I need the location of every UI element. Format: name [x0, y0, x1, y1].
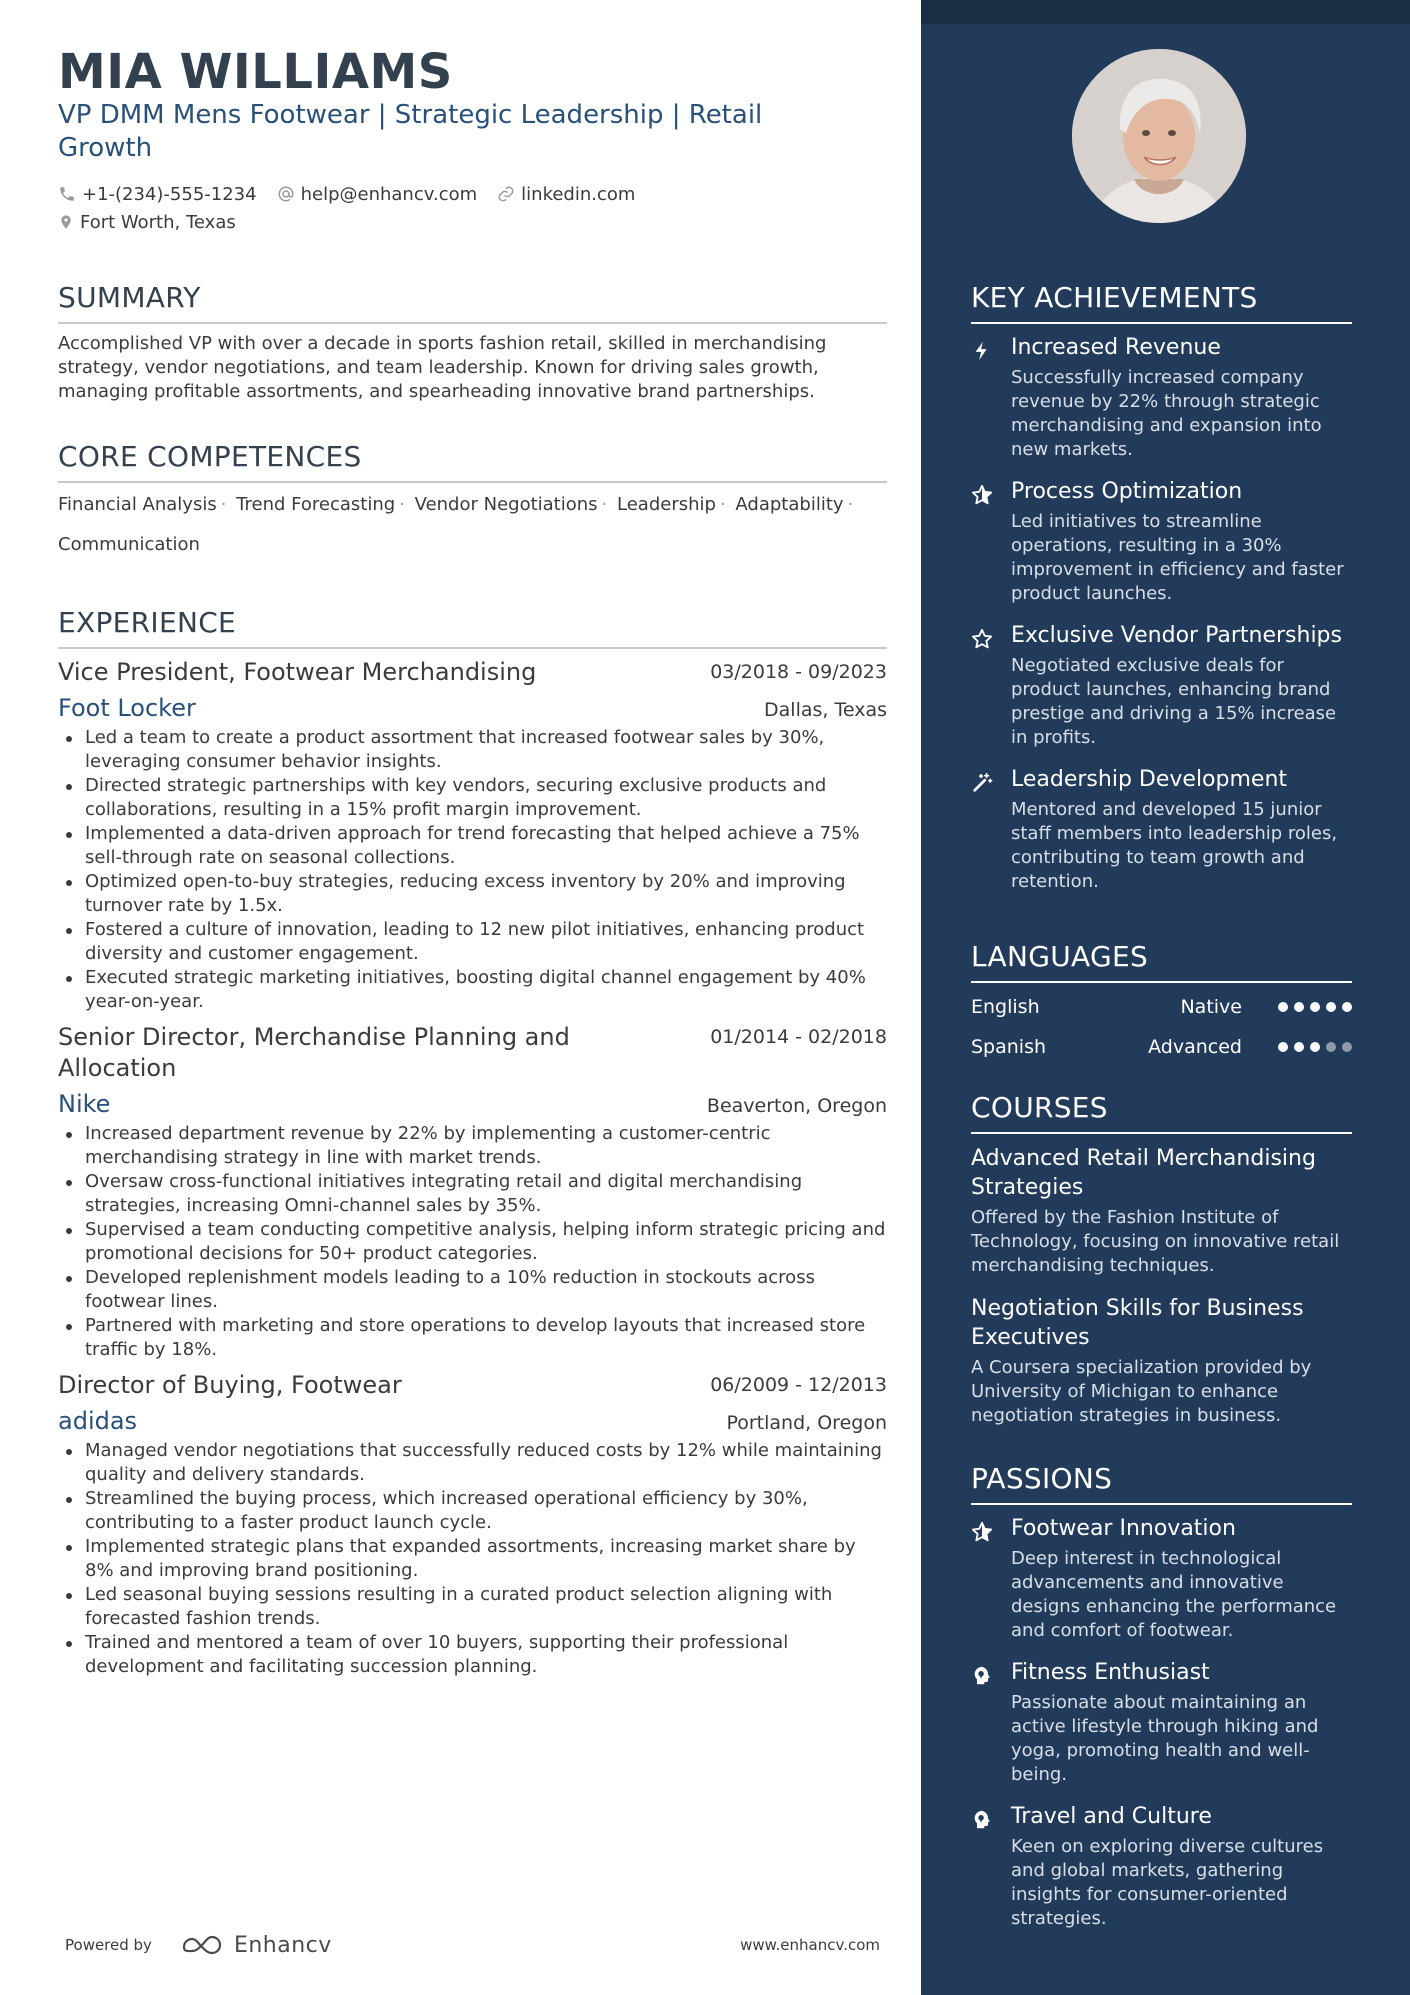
job-bullet: Led seasonal buying sessions resulting in a curated product selection aligning with forecasted fashion trends.	[58, 1583, 887, 1631]
passion-item	[971, 1803, 1352, 1931]
linkedin-contact[interactable]	[497, 184, 635, 205]
location-contact	[58, 212, 236, 233]
achievement-title: Increased Revenue	[1011, 335, 1221, 360]
achievement-title: Leadership Development	[1011, 767, 1288, 792]
job-bullet: Streamlined the buying process, which increased operational efficiency by 30%, contributing to a faster product launch cycle.	[58, 1487, 887, 1535]
achievement-desc: Negotiated exclusive deals for product launches, enhancing brand prestige and driving a 15% increase in profits.	[1011, 655, 1337, 748]
competence-separator: ·	[399, 494, 405, 515]
contact-info	[58, 180, 878, 236]
job-bullet: Implemented a data-driven approach for trend forecasting that helped achieve a 75% sell-through rate on seasonal collections.	[58, 822, 887, 870]
summary-section	[58, 281, 887, 404]
job-title: Director of Buying, Footwear	[58, 1371, 402, 1399]
achievement-item	[971, 622, 1352, 750]
job-location: Beaverton, Oregon	[706, 1095, 887, 1117]
job-company: Nike	[58, 1090, 111, 1118]
job-location: Portland, Oregon	[726, 1412, 887, 1434]
passions-section	[971, 1462, 1352, 1931]
language-level: Native	[1180, 996, 1242, 1018]
competence-item: Adaptability	[735, 494, 844, 515]
job-bullet: Trained and mentored a team of over 10 buyers, supporting their professional development and facilitating succession planning.	[58, 1631, 887, 1679]
achievement-body	[1011, 478, 1352, 606]
competence-item: Financial Analysis	[58, 494, 217, 515]
bolt-icon	[971, 334, 1011, 462]
job-dates: 03/2018 - 09/2023	[710, 661, 887, 683]
job-title: Vice President, Footwear Merchandising	[58, 658, 537, 686]
linkedin-text: linkedin.com	[521, 183, 636, 205]
passion-body	[1011, 1659, 1352, 1787]
location-text: Fort Worth, Texas	[80, 211, 236, 233]
course-item	[971, 1294, 1352, 1428]
job-bullet: Implemented strategic plans that expanded assortments, increasing market share by 8% and improving brand positioning.	[58, 1535, 887, 1583]
course-title: Negotiation Skills for Business Executives	[971, 1296, 1304, 1350]
passion-body	[1011, 1803, 1352, 1931]
achievement-body	[1011, 766, 1352, 894]
rating-dot	[1294, 1002, 1304, 1012]
avatar	[1072, 49, 1246, 223]
achievement-desc: Mentored and developed 15 junior staff members into leadership roles, contributing to team growth and retention.	[1011, 799, 1338, 892]
job-subheader	[58, 1407, 887, 1435]
achievements-list	[971, 334, 1352, 894]
achievement-desc: Led initiatives to streamline operations, resulting in a 30% improvement in efficiency and faster product launches.	[1011, 511, 1344, 604]
achievement-title: Process Optimization	[1011, 479, 1243, 504]
job-subheader	[58, 1090, 887, 1118]
job-bullet: Developed replenishment models leading to a 10% reduction in stockouts across footwear lines.	[58, 1266, 887, 1314]
rating-dot	[1326, 1042, 1336, 1052]
passions-title: PASSIONS	[971, 1462, 1352, 1505]
rating-dot	[1294, 1042, 1304, 1052]
achievements-title: KEY ACHIEVEMENTS	[971, 281, 1352, 324]
head-lightbulb-icon	[971, 1803, 1011, 1931]
job-company: Foot Locker	[58, 694, 196, 722]
course-title: Advanced Retail Merchandising Strategies	[971, 1146, 1316, 1200]
job-bullet: Directed strategic partnerships with key vendors, securing exclusive products and collaborations, resulting in a 15% profit margin improvement.	[58, 774, 887, 822]
passion-title: Fitness Enthusiast	[1011, 1660, 1210, 1685]
job-bullets	[58, 726, 887, 1014]
competence-separator: ·	[601, 494, 608, 515]
languages-section	[971, 940, 1352, 1067]
phone-text: +1-(234)-555-1234	[82, 183, 257, 205]
experience-section	[58, 606, 887, 1679]
achievement-item	[971, 334, 1352, 462]
at-icon	[277, 185, 295, 203]
email-contact[interactable]	[277, 184, 478, 205]
language-name: English	[971, 996, 1040, 1018]
job-bullets	[58, 1439, 887, 1679]
job-header	[58, 1022, 887, 1084]
job-bullet: Fostered a culture of innovation, leading to 12 new pilot initiatives, enhancing product diversity and customer engagement.	[58, 918, 887, 966]
competence-item: Vendor Negotiations	[414, 494, 598, 515]
star-half-icon	[971, 478, 1011, 606]
passion-item	[971, 1515, 1352, 1643]
job-bullet: Increased department revenue by 22% by implementing a customer-centric merchandising strategy in line with market trends.	[58, 1122, 887, 1170]
language-item	[971, 1027, 1352, 1067]
job-bullet: Oversaw cross-functional initiatives integrating retail and digital merchandising strategies, increasing Omni-channel sales by 35%.	[58, 1170, 887, 1218]
job-header	[58, 657, 887, 688]
language-proficiency	[1148, 1036, 1352, 1058]
job-bullet: Supervised a team conducting competitive analysis, helping inform strategic pricing and promotional decisions for 50+ product categories.	[58, 1218, 887, 1266]
languages-list	[971, 987, 1352, 1067]
achievement-body	[1011, 622, 1352, 750]
sidebar-top-bar	[921, 0, 1410, 24]
passion-item	[971, 1659, 1352, 1787]
head-lightbulb-icon	[971, 1659, 1011, 1787]
footer-website[interactable]: www.enhancv.com	[740, 1936, 880, 1954]
job-location: Dallas, Texas	[764, 699, 887, 721]
job-entry	[58, 1370, 887, 1679]
enhancv-logo[interactable]	[180, 1933, 332, 1958]
job-title: Senior Director, Merchandise Planning and Allocation	[58, 1023, 570, 1082]
course-desc: Offered by the Fashion Institute of Technology, focusing on innovative retail merchandising techniques.	[971, 1207, 1340, 1276]
achievement-body	[1011, 334, 1352, 462]
course-item	[971, 1144, 1352, 1278]
competence-separator: ·	[719, 494, 726, 515]
language-name: Spanish	[971, 1036, 1047, 1058]
enhancv-brand-text: Enhancv	[233, 1932, 332, 1958]
competences-list	[58, 485, 887, 565]
rating-dot	[1310, 1002, 1320, 1012]
star-outline-icon	[971, 622, 1011, 750]
achievement-item	[971, 478, 1352, 606]
job-bullet: Optimized open-to-buy strategies, reducing excess inventory by 20% and improving turnover rate by 1.5x.	[58, 870, 887, 918]
job-bullet: Partnered with marketing and store operations to develop layouts that increased store traffic by 18%.	[58, 1314, 887, 1362]
job-dates: 01/2014 - 02/2018	[710, 1026, 887, 1048]
job-entry	[58, 657, 887, 1014]
job-bullets	[58, 1122, 887, 1362]
job-bullet: Managed vendor negotiations that successfully reduced costs by 12% while maintaining quality and delivery standards.	[58, 1439, 887, 1487]
achievement-item	[971, 766, 1352, 894]
job-bullet: Executed strategic marketing initiatives, boosting digital channel engagement by 40% year-on-year.	[58, 966, 887, 1014]
language-rating	[1272, 1002, 1352, 1012]
job-entry	[58, 1022, 887, 1362]
passion-desc: Keen on exploring diverse cultures and global markets, gathering insights for consumer-oriented strategies.	[1011, 1836, 1324, 1929]
sidebar	[921, 0, 1410, 1995]
phone-contact[interactable]	[58, 184, 257, 205]
powered-by	[65, 1933, 332, 1958]
experience-title: EXPERIENCE	[58, 606, 887, 649]
passion-title: Footwear Innovation	[1011, 1516, 1236, 1541]
job-dates: 06/2009 - 12/2013	[710, 1374, 887, 1396]
jobs-list	[58, 657, 887, 1679]
passion-title: Travel and Culture	[1011, 1804, 1212, 1829]
achievement-title: Exclusive Vendor Partnerships	[1011, 623, 1342, 648]
footer	[65, 1925, 880, 1965]
rating-dot	[1326, 1002, 1336, 1012]
courses-list	[971, 1144, 1352, 1428]
enhancv-logo-icon	[180, 1933, 226, 1957]
language-item	[971, 987, 1352, 1027]
language-level: Advanced	[1148, 1036, 1242, 1058]
competence-separator: ·	[220, 494, 227, 515]
passion-desc: Deep interest in technological advancements and innovative designs enhancing the performance and comfort of footwear.	[1011, 1548, 1337, 1641]
candidate-name: MIA WILLIAMS	[58, 44, 453, 100]
summary-text: Accomplished VP with over a decade in sports fashion retail, skilled in merchandising strategy, vendor negotiations, and team leadership. Known for driving sales growth, managing profitable assortments, and spearheading innovative brand partnerships.	[58, 333, 827, 402]
magic-wand-icon	[971, 766, 1011, 894]
courses-title: COURSES	[971, 1091, 1352, 1134]
star-half-icon	[971, 1515, 1011, 1643]
passions-list	[971, 1515, 1352, 1931]
achievements-section	[971, 281, 1352, 894]
job-subheader	[58, 694, 887, 722]
competence-separator: ·	[847, 494, 854, 515]
rating-dot	[1278, 1042, 1288, 1052]
language-proficiency	[1180, 996, 1352, 1018]
competence-item: Communication	[58, 534, 200, 555]
achievement-desc: Successfully increased company revenue by 22% through strategic merchandising and expansion into new markets.	[1011, 367, 1322, 460]
link-icon	[497, 185, 515, 203]
powered-by-label: Powered by	[65, 1936, 152, 1954]
languages-title: LANGUAGES	[971, 940, 1352, 983]
passion-body	[1011, 1515, 1352, 1643]
phone-icon	[58, 185, 76, 203]
language-rating	[1272, 1042, 1352, 1052]
job-bullet: Led a team to create a product assortment that increased footwear sales by 30%, leveraging consumer behavior insights.	[58, 726, 887, 774]
email-text: help@enhancv.com	[300, 183, 478, 205]
job-company: adidas	[58, 1407, 138, 1435]
rating-dot	[1278, 1002, 1288, 1012]
courses-section	[971, 1091, 1352, 1428]
summary-title: SUMMARY	[58, 281, 887, 324]
passion-desc: Passionate about maintaining an active lifestyle through hiking and yoga, promoting health and well-being.	[1011, 1692, 1319, 1785]
job-header	[58, 1370, 887, 1401]
course-desc: A Coursera specialization provided by University of Michigan to enhance negotiation strategies in business.	[971, 1357, 1312, 1426]
location-pin-icon	[58, 213, 74, 231]
rating-dot	[1310, 1042, 1320, 1052]
profile-photo	[1072, 49, 1246, 223]
rating-dot	[1342, 1042, 1352, 1052]
competences-section	[58, 440, 887, 565]
rating-dot	[1342, 1002, 1352, 1012]
competences-title: CORE COMPETENCES	[58, 440, 887, 483]
competence-item: Leadership	[617, 494, 716, 515]
headline: VP DMM Mens Footwear | Strategic Leadership | Retail Growth	[58, 100, 763, 163]
competence-item: Trend Forecasting	[236, 494, 396, 515]
